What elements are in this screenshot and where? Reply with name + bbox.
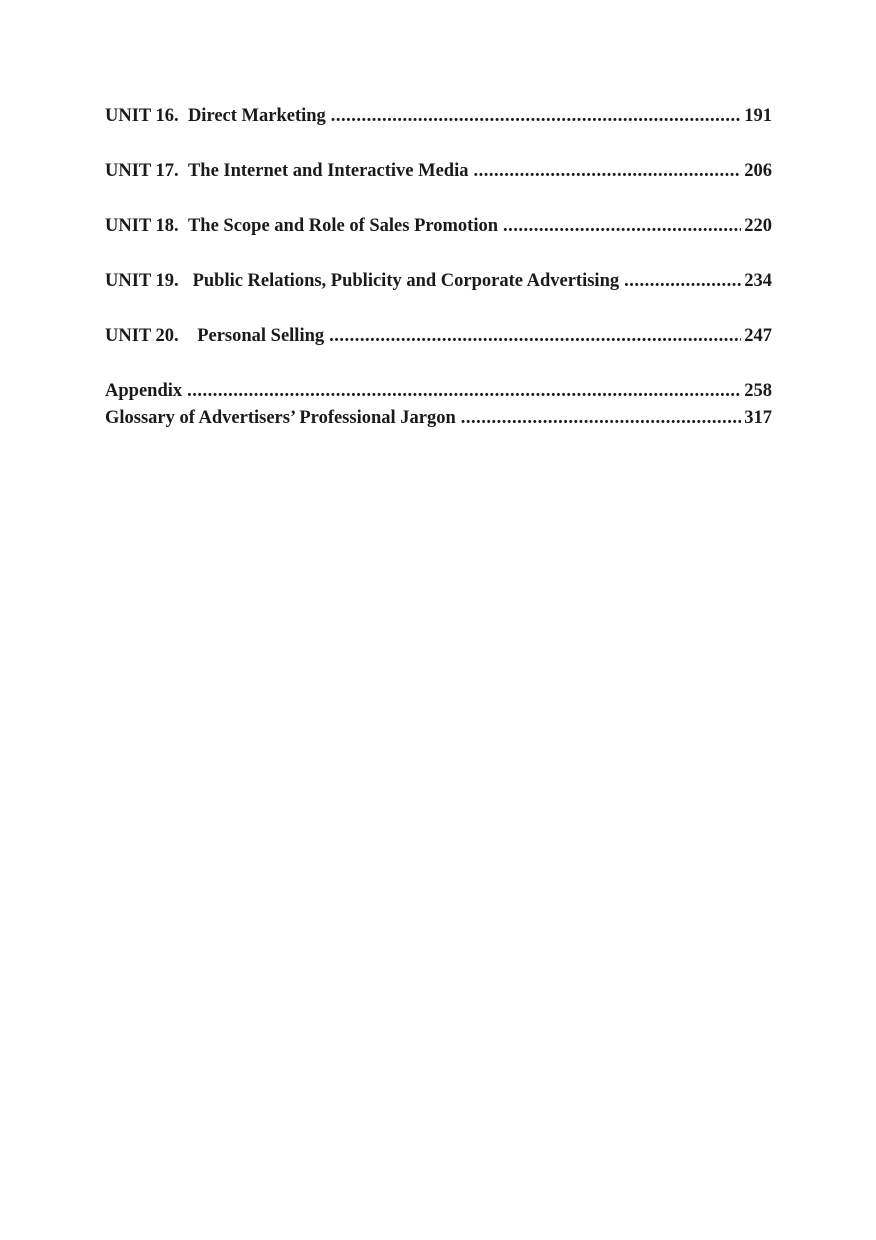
page-number: 220 [744, 216, 772, 236]
toc-entry-unit-17[interactable] [105, 159, 772, 183]
dot-leader [461, 406, 741, 430]
dot-leader [329, 324, 741, 348]
dot-leader [187, 379, 741, 403]
page-number: 191 [744, 106, 772, 126]
page-number: 206 [744, 161, 772, 181]
entry-title: Glossary of Advertisers’ Professional Jargon [105, 408, 456, 428]
page-number: 317 [744, 408, 772, 428]
unit-number: UNIT 16. [105, 106, 179, 126]
toc-entry-glossary[interactable] [105, 406, 772, 430]
gap [179, 214, 188, 238]
page-number: 258 [744, 381, 772, 401]
entry-title: Appendix [105, 381, 183, 401]
unit-number: UNIT 19. [105, 271, 179, 291]
unit-number: UNIT 20. [105, 326, 179, 346]
unit-number: UNIT 18. [105, 216, 179, 236]
table-of-contents [105, 104, 772, 430]
gap [179, 269, 193, 293]
toc-entry-appendix[interactable] [105, 379, 772, 403]
dot-leader [331, 104, 741, 128]
toc-entry-unit-16[interactable] [105, 104, 772, 128]
unit-number: UNIT 17. [105, 161, 179, 181]
dot-leader [473, 159, 741, 183]
toc-entry-unit-18[interactable] [105, 214, 772, 238]
unit-title: The Scope and Role of Sales Promotion [187, 216, 498, 236]
page-number: 247 [744, 326, 772, 346]
gap [179, 324, 198, 348]
unit-title: Public Relations, Publicity and Corporate Advertising [192, 271, 620, 291]
unit-title: Personal Selling [197, 326, 325, 346]
gap [179, 159, 188, 183]
dot-leader [624, 269, 741, 293]
unit-title: The Internet and Interactive Media [187, 161, 469, 181]
toc-entry-unit-19[interactable] [105, 269, 772, 293]
dot-leader [503, 214, 741, 238]
gap [179, 104, 188, 128]
unit-title: Direct Marketing [187, 106, 326, 126]
toc-entry-unit-20[interactable] [105, 324, 772, 348]
page-number: 234 [744, 271, 772, 291]
